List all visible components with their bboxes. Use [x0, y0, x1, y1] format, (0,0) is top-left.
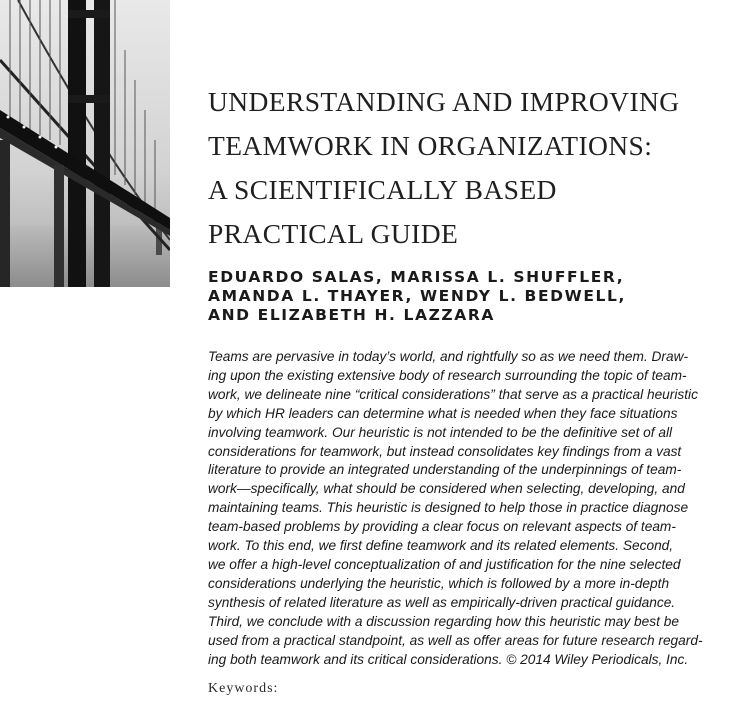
abstract-line: considerations for teamwork, but instead consolidates key findings from a vast [208, 443, 682, 459]
abstract-line: maintaining teams. This heuristic is designed to help those in practice diagnose [208, 500, 689, 516]
title-line: TEAMWORK IN ORGANIZATIONS: [208, 130, 653, 161]
abstract-line: ing both teamwork and its critical considerations. © 2014 Wiley Periodicals, Inc. [208, 651, 689, 667]
abstract-line: ing upon the existing extensive body of research surrounding the topic of team- [208, 367, 687, 383]
abstract-line: involving teamwork. Our heuristic is not intended to be the definitive set of all [208, 424, 673, 440]
bridge-photo [0, 0, 170, 287]
abstract [208, 348, 728, 669]
abstract-line: team-based problems by providing a clear focus on relevant aspects of team- [208, 519, 676, 535]
article-title [208, 80, 738, 256]
title-line: PRACTICAL GUIDE [208, 218, 459, 249]
abstract-line: work—specifically, what should be considered when selecting, developing, and [208, 481, 685, 497]
keywords-label: Keywords: [208, 681, 279, 696]
abstract-line: by which HR leaders can determine what is needed when they face situations [208, 405, 678, 421]
author-list [208, 268, 738, 325]
abstract-line: work. To this end, we first define teamwork and its related elements. Second, [208, 538, 674, 554]
author-line: AMANDA L. THAYER, WENDY L. BEDWELL, [208, 287, 626, 305]
abstract-line: used from a practical standpoint, as well as offer areas for future research regard- [208, 632, 703, 648]
abstract-line: Teams are pervasive in today’s world, and rightfully so as we need them. Draw- [208, 349, 689, 364]
author-line: EDUARDO SALAS, MARISSA L. SHUFFLER, [208, 268, 625, 286]
abstract-line: literature to provide an integrated understanding of the underpinnings of team- [208, 462, 682, 478]
author-line: AND ELIZABETH H. LAZZARA [208, 306, 495, 324]
abstract-line: we offer a high-level conceptualization of and justification for the nine selected [208, 556, 681, 572]
title-line: A SCIENTIFICALLY BASED [208, 174, 557, 205]
abstract-line: considerations underlying the heuristic, which is followed by a more in-depth [208, 575, 670, 591]
abstract-line: Third, we conclude with a discussion regarding how this heuristic may best be [208, 613, 679, 629]
title-line: UNDERSTANDING AND IMPROVING [208, 86, 680, 117]
abstract-line: work, we delineate nine “critical considerations” that serve as a practical heuristic [208, 386, 698, 402]
abstract-line: synthesis of related literature as well as empirically-driven practical guidance. [208, 594, 676, 610]
